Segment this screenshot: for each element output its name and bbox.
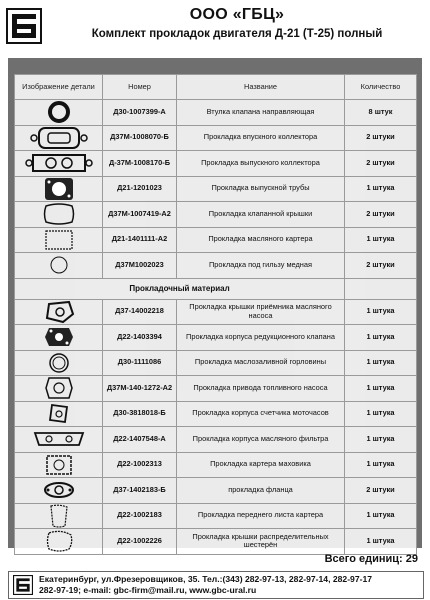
part-number: Д22-1407548-А <box>103 427 177 453</box>
exhaust-manifold-gasket-icon <box>19 151 99 175</box>
total-units: Всего единиц: 29 <box>324 553 418 565</box>
column-header-name: Название <box>177 75 345 100</box>
table-row <box>15 376 417 402</box>
part-name: Прокладка маслозаливной горловины <box>177 350 345 376</box>
hour-meter-gasket-icon <box>19 402 99 426</box>
part-name: Прокладка крышки распределительных шестерён <box>177 529 345 555</box>
part-number: Д22-1002183 <box>103 503 177 529</box>
part-name: Прокладка под гильзу медная <box>177 253 345 279</box>
reduction-valve-gasket-icon <box>19 325 99 349</box>
part-number: Д21-1401111-А2 <box>103 227 177 253</box>
part-name: Прокладка переднего листа картера <box>177 503 345 529</box>
part-image-cell <box>15 325 103 351</box>
kit-subtitle: Комплект прокладок двигателя Д-21 (Т-25) полный <box>91 28 383 40</box>
oil-pan-gasket-icon <box>19 228 99 252</box>
footer-contact-text <box>39 574 419 596</box>
part-image-cell <box>15 125 103 151</box>
part-number: Д37М-1008070-Б <box>103 125 177 151</box>
part-number: Д37-14002218 <box>103 299 177 325</box>
table-row <box>15 503 417 529</box>
washer-icon <box>19 100 99 124</box>
part-quantity: 2 штуки <box>345 125 417 151</box>
table-row <box>15 125 417 151</box>
exhaust-pipe-gasket-icon <box>19 177 99 201</box>
flange-gasket-icon <box>19 478 99 502</box>
part-number: Д22-1403394 <box>103 325 177 351</box>
company-logo-icon <box>6 8 42 44</box>
part-quantity: 1 штука <box>345 176 417 202</box>
part-name: Втулка клапана направляющая <box>177 100 345 126</box>
part-number: Д37-1402183-Б <box>103 478 177 504</box>
table-row <box>15 227 417 253</box>
part-name: Прокладка крышки приёмника масляного насоса <box>177 299 345 325</box>
column-header-quantity: Количество <box>345 75 417 100</box>
part-quantity: 1 штука <box>345 452 417 478</box>
part-name: Прокладка корпуса счетчика моточасов <box>177 401 345 427</box>
part-quantity: 1 штука <box>345 299 417 325</box>
copper-ring-icon <box>19 253 99 277</box>
part-image-cell <box>15 427 103 453</box>
part-number: Д30-3818018-Б <box>103 401 177 427</box>
part-number: Д37М1002023 <box>103 253 177 279</box>
table-row <box>15 427 417 453</box>
table-row <box>15 100 417 126</box>
part-image-cell <box>15 100 103 126</box>
table-row <box>15 401 417 427</box>
section-row <box>15 278 417 299</box>
part-image-cell <box>15 376 103 402</box>
part-image-cell <box>15 299 103 325</box>
part-quantity: 1 штука <box>345 427 417 453</box>
part-name: прокладка фланца <box>177 478 345 504</box>
part-quantity: 1 штука <box>345 401 417 427</box>
part-image-cell <box>15 350 103 376</box>
footer-address-line: Екатеринбург, ул.Фрезеровщиков, 35. Тел.:(343) 282-97-13, 282-97-14, 282-97-17 <box>39 574 373 584</box>
part-name: Прокладка привода топливного насоса <box>177 376 345 402</box>
oil-filler-gasket-icon <box>19 351 99 375</box>
part-image-cell <box>15 176 103 202</box>
part-name: Прокладка выпускной трубы <box>177 176 345 202</box>
part-image-cell <box>15 529 103 555</box>
part-quantity: 2 штуки <box>345 478 417 504</box>
table-row <box>15 299 417 325</box>
part-quantity: 2 штуки <box>345 151 417 177</box>
table-row <box>15 350 417 376</box>
part-number: Д37М-1007419-А2 <box>103 202 177 228</box>
part-image-cell <box>15 227 103 253</box>
front-sheet-gasket-icon <box>19 504 99 528</box>
part-image-cell <box>15 151 103 177</box>
contact-footer <box>8 571 424 599</box>
part-image-cell <box>15 452 103 478</box>
part-quantity: 1 штука <box>345 503 417 529</box>
part-name: Прокладка корпуса редукционного клапана <box>177 325 345 351</box>
table-row <box>15 452 417 478</box>
part-quantity: 1 штука <box>345 325 417 351</box>
part-number: Д30-1111086 <box>103 350 177 376</box>
fuel-pump-drive-gasket-icon <box>19 376 99 400</box>
intake-gasket-icon <box>19 126 99 150</box>
part-quantity: 2 штуки <box>345 253 417 279</box>
part-name: Прокладка клапанной крышки <box>177 202 345 228</box>
section-empty-cell <box>345 278 417 299</box>
table-row <box>15 202 417 228</box>
part-name: Прокладка выпускного коллектора <box>177 151 345 177</box>
part-number: Д37М-140-1272-А2 <box>103 376 177 402</box>
column-header-image: Изображение детали <box>15 75 103 100</box>
table-header-row <box>15 75 417 100</box>
footer-email-line: 282-97-19; e-mail: gbc-firm@mail.ru, www.gbc-ural.ru <box>39 585 257 595</box>
part-number: Д-37М-1008170-Б <box>103 151 177 177</box>
valve-cover-gasket-icon <box>19 202 99 226</box>
company-title: ООО «ГБЦ» <box>189 6 285 23</box>
parts-table <box>14 74 417 555</box>
part-name: Прокладка масляного картера <box>177 227 345 253</box>
table-row <box>15 325 417 351</box>
oil-pump-cover-gasket-icon <box>19 300 99 324</box>
oil-filter-gasket-icon <box>19 427 99 451</box>
part-name: Прокладка картера маховика <box>177 452 345 478</box>
table-row <box>15 529 417 555</box>
part-image-cell <box>15 253 103 279</box>
gear-cover-gasket-icon <box>19 529 99 553</box>
part-number: Д22-1002313 <box>103 452 177 478</box>
part-number: Д21-1201023 <box>103 176 177 202</box>
part-quantity: 1 штука <box>345 350 417 376</box>
table-row <box>15 151 417 177</box>
flywheel-housing-gasket-icon <box>19 453 99 477</box>
part-number: Д22-1002226 <box>103 529 177 555</box>
column-header-number: Номер <box>103 75 177 100</box>
part-image-cell <box>15 478 103 504</box>
part-quantity: 1 штука <box>345 227 417 253</box>
part-name: Прокладка корпуса масляного фильтра <box>177 427 345 453</box>
part-quantity: 1 штука <box>345 529 417 555</box>
part-quantity: 1 штука <box>345 376 417 402</box>
part-image-cell <box>15 503 103 529</box>
part-quantity: 8 штук <box>345 100 417 126</box>
part-image-cell <box>15 401 103 427</box>
part-number: Д30-1007399-А <box>103 100 177 126</box>
table-row <box>15 253 417 279</box>
part-name: Прокладка впускного коллектора <box>177 125 345 151</box>
section-label: Прокладочный материал <box>15 278 345 299</box>
footer-logo-icon <box>13 575 33 595</box>
table-row <box>15 176 417 202</box>
part-quantity: 2 штуки <box>345 202 417 228</box>
table-row <box>15 478 417 504</box>
part-image-cell <box>15 202 103 228</box>
